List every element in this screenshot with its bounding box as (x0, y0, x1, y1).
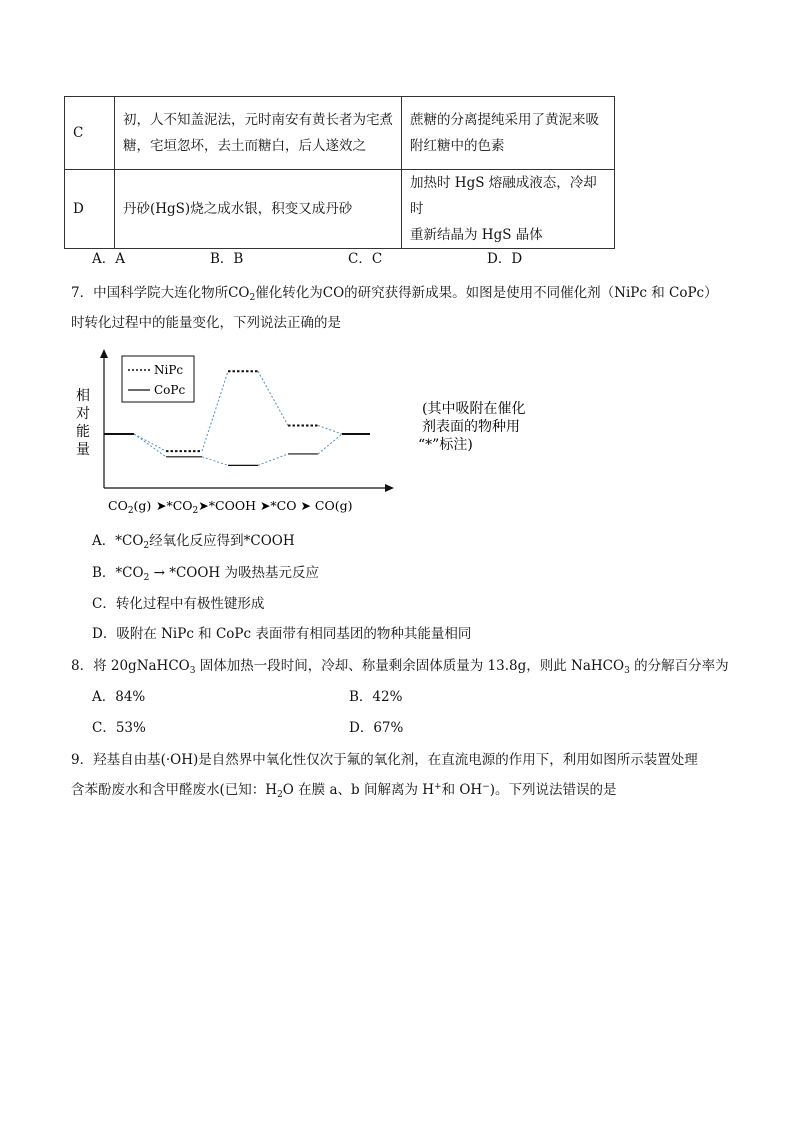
q8-choice-c[interactable]: C．53% (92, 720, 146, 736)
y-axis-label (76, 387, 90, 458)
q7-option-a[interactable]: A．$*CO_2$经氧化反应得到*COOH (92, 533, 295, 551)
row-text: 初，人不知盖泥法，元时南安有黄长者为宅煮 糖，宅垣忽坏，去土而糖白，后人遂效之 (115, 97, 402, 170)
svg-text:剂表面的物种用: 剂表面的物种用 (422, 419, 520, 435)
row-label: D (65, 170, 115, 249)
row-explanation: 加热时 HgS 熔融成液态，冷却时 重新结晶为 HgS 晶体 (402, 170, 615, 249)
svg-text:➤*CO2➤*COOH ➤*CO ➤ CO(g): $➤*CO_2➤*COOH$ ➤*CO ➤ CO(g) (156, 498, 353, 516)
legend-nipc-label: NiPc (154, 363, 184, 377)
q8-choice-a[interactable]: A．84% (92, 689, 146, 705)
copc-connector-3 (258, 454, 288, 465)
copc-connector-1 (134, 434, 166, 457)
nipc-connector-2 (202, 371, 228, 451)
legend-copc-label: CoPc (154, 383, 186, 397)
nipc-connector-1 (134, 434, 166, 451)
copc-connector-2 (202, 457, 228, 466)
row-text: 丹砂(HgS)烧之成水银，积变又成丹砂 (115, 170, 402, 249)
q7-option-d[interactable]: D．吸附在 NiPc 和 CoPc 表面带有相同基团的物种其能量相同 (92, 626, 472, 642)
q8-choice-b[interactable]: B．42% (349, 689, 403, 705)
q6-choice-d[interactable]: D．D (487, 251, 523, 267)
q6-choice-b[interactable]: B．B (210, 251, 244, 267)
svg-text:“*”标注): “*”标注) (418, 437, 473, 453)
q8-choice-d[interactable]: D．67% (349, 720, 404, 736)
q7-stem-line1: 7．中国科学院大连化物所$CO_2$催化转化为CO的研究获得新成果。如图是使用不同催化剂（NiPc 和 CoPc） (71, 285, 718, 303)
q8-stem: 8．将 20gNaHCO$_3$ 固体加热一段时间，冷却、称量剩余固体质量为 13.8g，则此 NaHCO$_3$ 的分解百分率为 (71, 658, 729, 676)
options-table (64, 96, 615, 249)
svg-text:相: 相 (76, 388, 90, 404)
x-step-labels (108, 498, 352, 516)
q7-stem-line2: 时转化过程中的能量变化，下列说法正确的是 (71, 315, 341, 331)
q6-choice-a[interactable]: A．A (92, 251, 125, 267)
svg-text:CO2(g): $CO_2(g)$ (108, 498, 152, 516)
nipc-connector-4 (318, 425, 342, 434)
q9-stem-line2: 含苯酚废水和含甲醛废水(已知：$H_2O$ 在膜 a、b 间解离为 H+和 OH−)。下列说法错误的是 (71, 782, 617, 800)
table-row (65, 170, 615, 249)
q6-choice-c[interactable]: C．C (348, 251, 383, 267)
row-explanation: 蔗糖的分离提纯采用了黄泥来吸 附红糖中的色素 (402, 97, 615, 170)
q7-option-c[interactable]: C．转化过程中有极性键形成 (92, 596, 265, 612)
y-axis-arrow (100, 349, 108, 358)
svg-text:能: 能 (76, 424, 90, 440)
q9-stem-line1: 9．羟基自由基(·OH)是自然界中氧化性仅次于氟的氧化剂，在直流电源的作用下，利用如图所示装置处理 (71, 752, 698, 768)
svg-text:(其中吸附在催化: (其中吸附在催化 (422, 401, 526, 417)
nipc-connector-3 (258, 371, 288, 425)
energy-diagram (70, 346, 550, 518)
copc-connector-4 (318, 434, 342, 454)
q7-option-b[interactable]: B．$*CO_2$ → *COOH 为吸热基元反应 (92, 565, 319, 583)
table-row (65, 97, 615, 170)
chart-legend (122, 356, 194, 402)
row-label: C (65, 97, 115, 170)
x-axis-arrow (385, 484, 394, 492)
figure-note (418, 400, 525, 453)
svg-text:对: 对 (76, 406, 90, 422)
svg-text:量: 量 (76, 442, 90, 458)
